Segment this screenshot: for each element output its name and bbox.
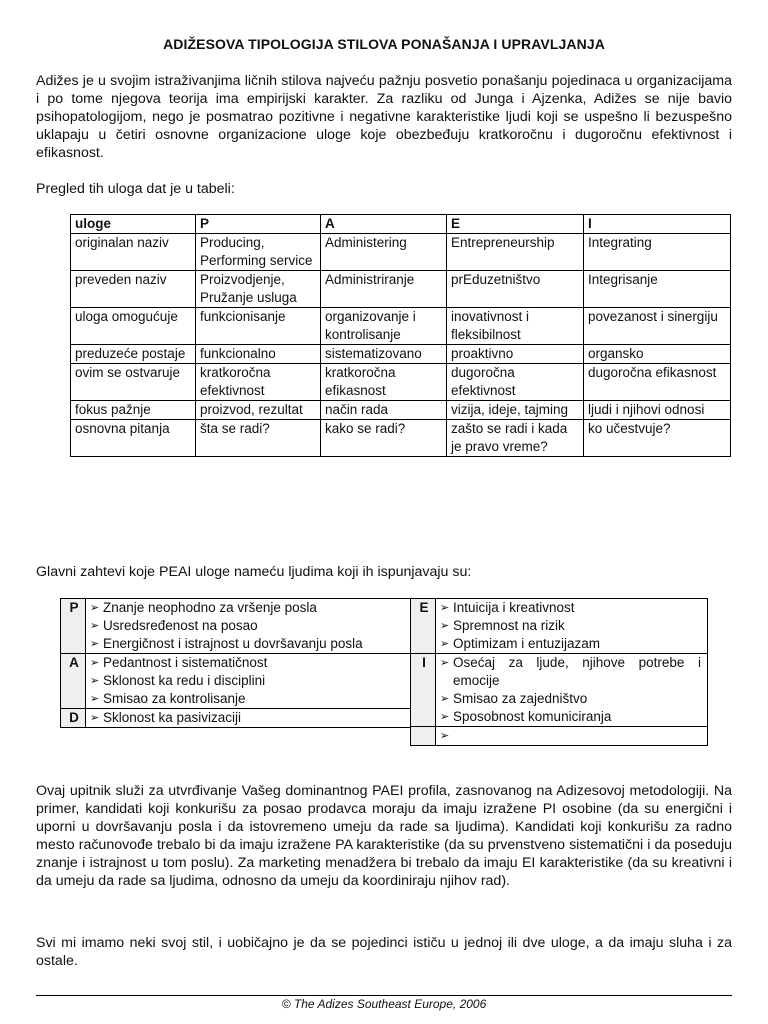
role-letter: P <box>61 599 86 654</box>
requirement-text: Intuicija i kreativnost <box>453 600 575 615</box>
roles-table-cell: Proizvodjenje, Pružanje usluga <box>196 271 321 308</box>
requirement-item <box>90 654 407 672</box>
requirement-text: Smisao za kontrolisanje <box>103 691 246 706</box>
roles-table-cell: Administering <box>321 234 447 271</box>
roles-table-cell: proizvod, rezultat <box>196 401 321 420</box>
roles-table-cell: dugoročna efikasnost <box>584 364 731 401</box>
requirements-list <box>436 727 708 746</box>
requirement-item <box>440 599 701 617</box>
roles-table-row <box>71 364 731 401</box>
roles-table-cell: kratkoročna efektivnost <box>196 364 321 401</box>
requirements-list <box>86 654 414 709</box>
roles-table-cell: način rada <box>321 401 447 420</box>
requirements-group <box>411 654 708 727</box>
roles-table-cell: funkcionalno <box>196 345 321 364</box>
roles-table-row-label: uloga omogućuje <box>71 308 196 345</box>
intro-paragraph: Adižes je u svojim istraživanjima ličnih stilova najveću pažnju posvetio ponašanju pojedinaca u organizacijama i po tome njegova teorija ima empirijski karakter. Za razliku od Junga i Ajzenka, Adižes se nije bavio psihopatologijom, nego je posmatrao pozitivne i negativne karakteristike ljudi koji se uspešno li bezuspešno uklapaju u četiri osnovne organizacione uloge koje obezbeđuju kratkoročnu i dugoročnu efektivnost i efikasnost. <box>36 73 732 161</box>
requirement-item <box>90 599 407 617</box>
arrow-bullet-icon: ➢ <box>440 693 450 705</box>
roles-table-row <box>71 308 731 345</box>
roles-table-row-label: fokus pažnje <box>71 401 196 420</box>
role-letter <box>411 727 436 746</box>
questionnaire-paragraph: Ovaj upitnik služi za utvrđivanje Vašeg dominantnog PAEI profila, zasnovanog na Adizesovoj metodologiji. Na primer, kandidati koji konkurišu za posao prodavca moraju da imaju izražene PI osobine (da su energični i uporni u dovršavanju posla i da istovremeno umeju da rade sa ljudima). Kandidati koji konkurišu za radno mesto računovođe trebalo bi da imaju izražene PA karakteristike (da su prvenstveno sistematični i da poseduju znanje i istrajnost u tom poslu). Za marketing menadžera bi trebalo da imaju EI karakteristike (da su kreativni i da umeju da rade sa ljudima, odnosno da umeju da koordiniraju njihov rad). <box>36 783 732 889</box>
roles-table-cell: dugoročna efektivnost <box>447 364 584 401</box>
requirements-box-ei <box>410 598 708 746</box>
roles-table-row-label: preveden naziv <box>71 271 196 308</box>
requirement-item <box>90 617 407 635</box>
role-letter: A <box>61 654 86 709</box>
roles-table-cell: Integrisanje <box>584 271 731 308</box>
roles-table-row-label: ovim se ostvaruje <box>71 364 196 401</box>
roles-table-row <box>71 345 731 364</box>
roles-table-cell: organizovanje i kontrolisanje <box>321 308 447 345</box>
table-intro-text: Pregled tih uloga dat je u tabeli: <box>36 181 235 197</box>
arrow-bullet-icon: ➢ <box>90 657 100 669</box>
role-letter: I <box>411 654 436 727</box>
roles-table-header-cell: I <box>584 215 731 234</box>
roles-table-cell: kratkoročna efikasnost <box>321 364 447 401</box>
roles-table-cell: Producing, Performing service <box>196 234 321 271</box>
roles-table-cell: povezanost i sinergiju <box>584 308 731 345</box>
requirement-text: Optimizam i entuzijazam <box>453 636 601 651</box>
roles-table-cell: prEduzetništvo <box>447 271 584 308</box>
roles-table-header-cell: E <box>447 215 584 234</box>
roles-table-cell: šta se radi? <box>196 420 321 457</box>
requirements-list <box>436 654 708 727</box>
roles-table-cell: Integrating <box>584 234 731 271</box>
arrow-bullet-icon: ➢ <box>440 711 450 723</box>
arrow-bullet-icon: ➢ <box>440 602 450 614</box>
roles-table-row <box>71 420 731 457</box>
requirement-text: Energičnost i istrajnost u dovršavanju posla <box>103 636 363 651</box>
roles-table-cell: Administriranje <box>321 271 447 308</box>
requirement-text: Osećaj za ljude, njihove potrebe i emocije <box>453 655 701 688</box>
roles-table-cell: zašto se radi i kada je pravo vreme? <box>447 420 584 457</box>
arrow-bullet-icon: ➢ <box>440 657 450 669</box>
roles-table-cell: organsko <box>584 345 731 364</box>
roles-table-cell: vizija, ideje, tajming <box>447 401 584 420</box>
arrow-bullet-icon: ➢ <box>90 602 100 614</box>
requirement-item <box>440 654 701 690</box>
requirement-item <box>440 617 701 635</box>
requirement-text: Sklonost ka redu i disciplini <box>103 673 266 688</box>
requirement-item <box>90 690 407 708</box>
requirements-intro-text: Glavni zahtevi koje PEAI uloge nameću ljudima koji ih ispunjavaju su: <box>36 564 472 580</box>
requirements-list <box>86 599 414 654</box>
arrow-bullet-icon: ➢ <box>90 620 100 632</box>
requirements-group <box>411 727 708 746</box>
roles-table-cell: ko učestvuje? <box>584 420 731 457</box>
requirement-text: Znanje neophodno za vršenje posla <box>103 600 317 615</box>
roles-table-cell: ljudi i njihovi odnosi <box>584 401 731 420</box>
roles-table-row <box>71 271 731 308</box>
requirements-group <box>61 709 414 728</box>
footer-divider <box>36 995 732 996</box>
roles-table-row-label: preduzeće postaje <box>71 345 196 364</box>
arrow-bullet-icon: ➢ <box>440 638 450 650</box>
requirement-item <box>90 672 407 690</box>
requirement-text: Sposobnost komuniciranja <box>453 709 612 724</box>
roles-table-row-label: originalan naziv <box>71 234 196 271</box>
roles-table-cell: funkcionisanje <box>196 308 321 345</box>
requirement-text <box>453 727 701 745</box>
requirement-item <box>440 690 701 708</box>
arrow-bullet-icon: ➢ <box>440 620 450 632</box>
requirements-list <box>436 599 708 654</box>
document-title: ADIŽESOVA TIPOLOGIJA STILOVA PONAŠANJA I UPRAVLJANJA <box>163 36 605 52</box>
roles-table-cell: sistematizovano <box>321 345 447 364</box>
requirements-list <box>86 709 414 728</box>
requirements-box-pad <box>60 598 414 728</box>
arrow-bullet-icon: ➢ <box>90 712 100 724</box>
requirement-text: Smisao za zajedništvo <box>453 691 588 706</box>
requirement-text: Pedantnost i sistematičnost <box>103 655 268 670</box>
role-letter: D <box>61 709 86 728</box>
requirement-item <box>90 635 407 653</box>
arrow-bullet-icon: ➢ <box>90 638 100 650</box>
roles-table-header-cell: P <box>196 215 321 234</box>
requirement-text: Sklonost ka pasivizaciji <box>103 710 242 725</box>
roles-table-row <box>71 401 731 420</box>
roles-table-cell: kako se radi? <box>321 420 447 457</box>
requirements-group <box>411 599 708 654</box>
requirements-group <box>61 654 414 709</box>
footer-copyright: © The Adizes Southeast Europe, 2006 <box>281 997 487 1011</box>
roles-table-cell: inovativnost i fleksibilnost <box>447 308 584 345</box>
roles-table <box>70 214 731 457</box>
roles-table-row <box>71 234 731 271</box>
roles-table-cell: Entrepreneurship <box>447 234 584 271</box>
roles-table-header-cell: uloge <box>71 215 196 234</box>
arrow-bullet-icon: ➢ <box>440 730 450 742</box>
closing-paragraph: Svi mi imamo neki svoj stil, i uobičajno je da se pojedinci ističu u jednoj ili dve uloge, a da imaju sluha i za ostale. <box>36 935 732 969</box>
requirement-item <box>440 708 701 726</box>
roles-table-row-label: osnovna pitanja <box>71 420 196 457</box>
roles-table-cell: proaktivno <box>447 345 584 364</box>
arrow-bullet-icon: ➢ <box>90 675 100 687</box>
arrow-bullet-icon: ➢ <box>90 693 100 705</box>
requirement-item <box>440 727 701 745</box>
requirement-text: Spremnost na rizik <box>453 618 565 633</box>
role-letter: E <box>411 599 436 654</box>
requirement-item <box>440 635 701 653</box>
roles-table-header-cell: A <box>321 215 447 234</box>
requirement-item <box>90 709 407 727</box>
requirements-group <box>61 599 414 654</box>
requirement-text: Usredsređenost na posao <box>103 618 258 633</box>
roles-table-header-row <box>71 215 731 234</box>
